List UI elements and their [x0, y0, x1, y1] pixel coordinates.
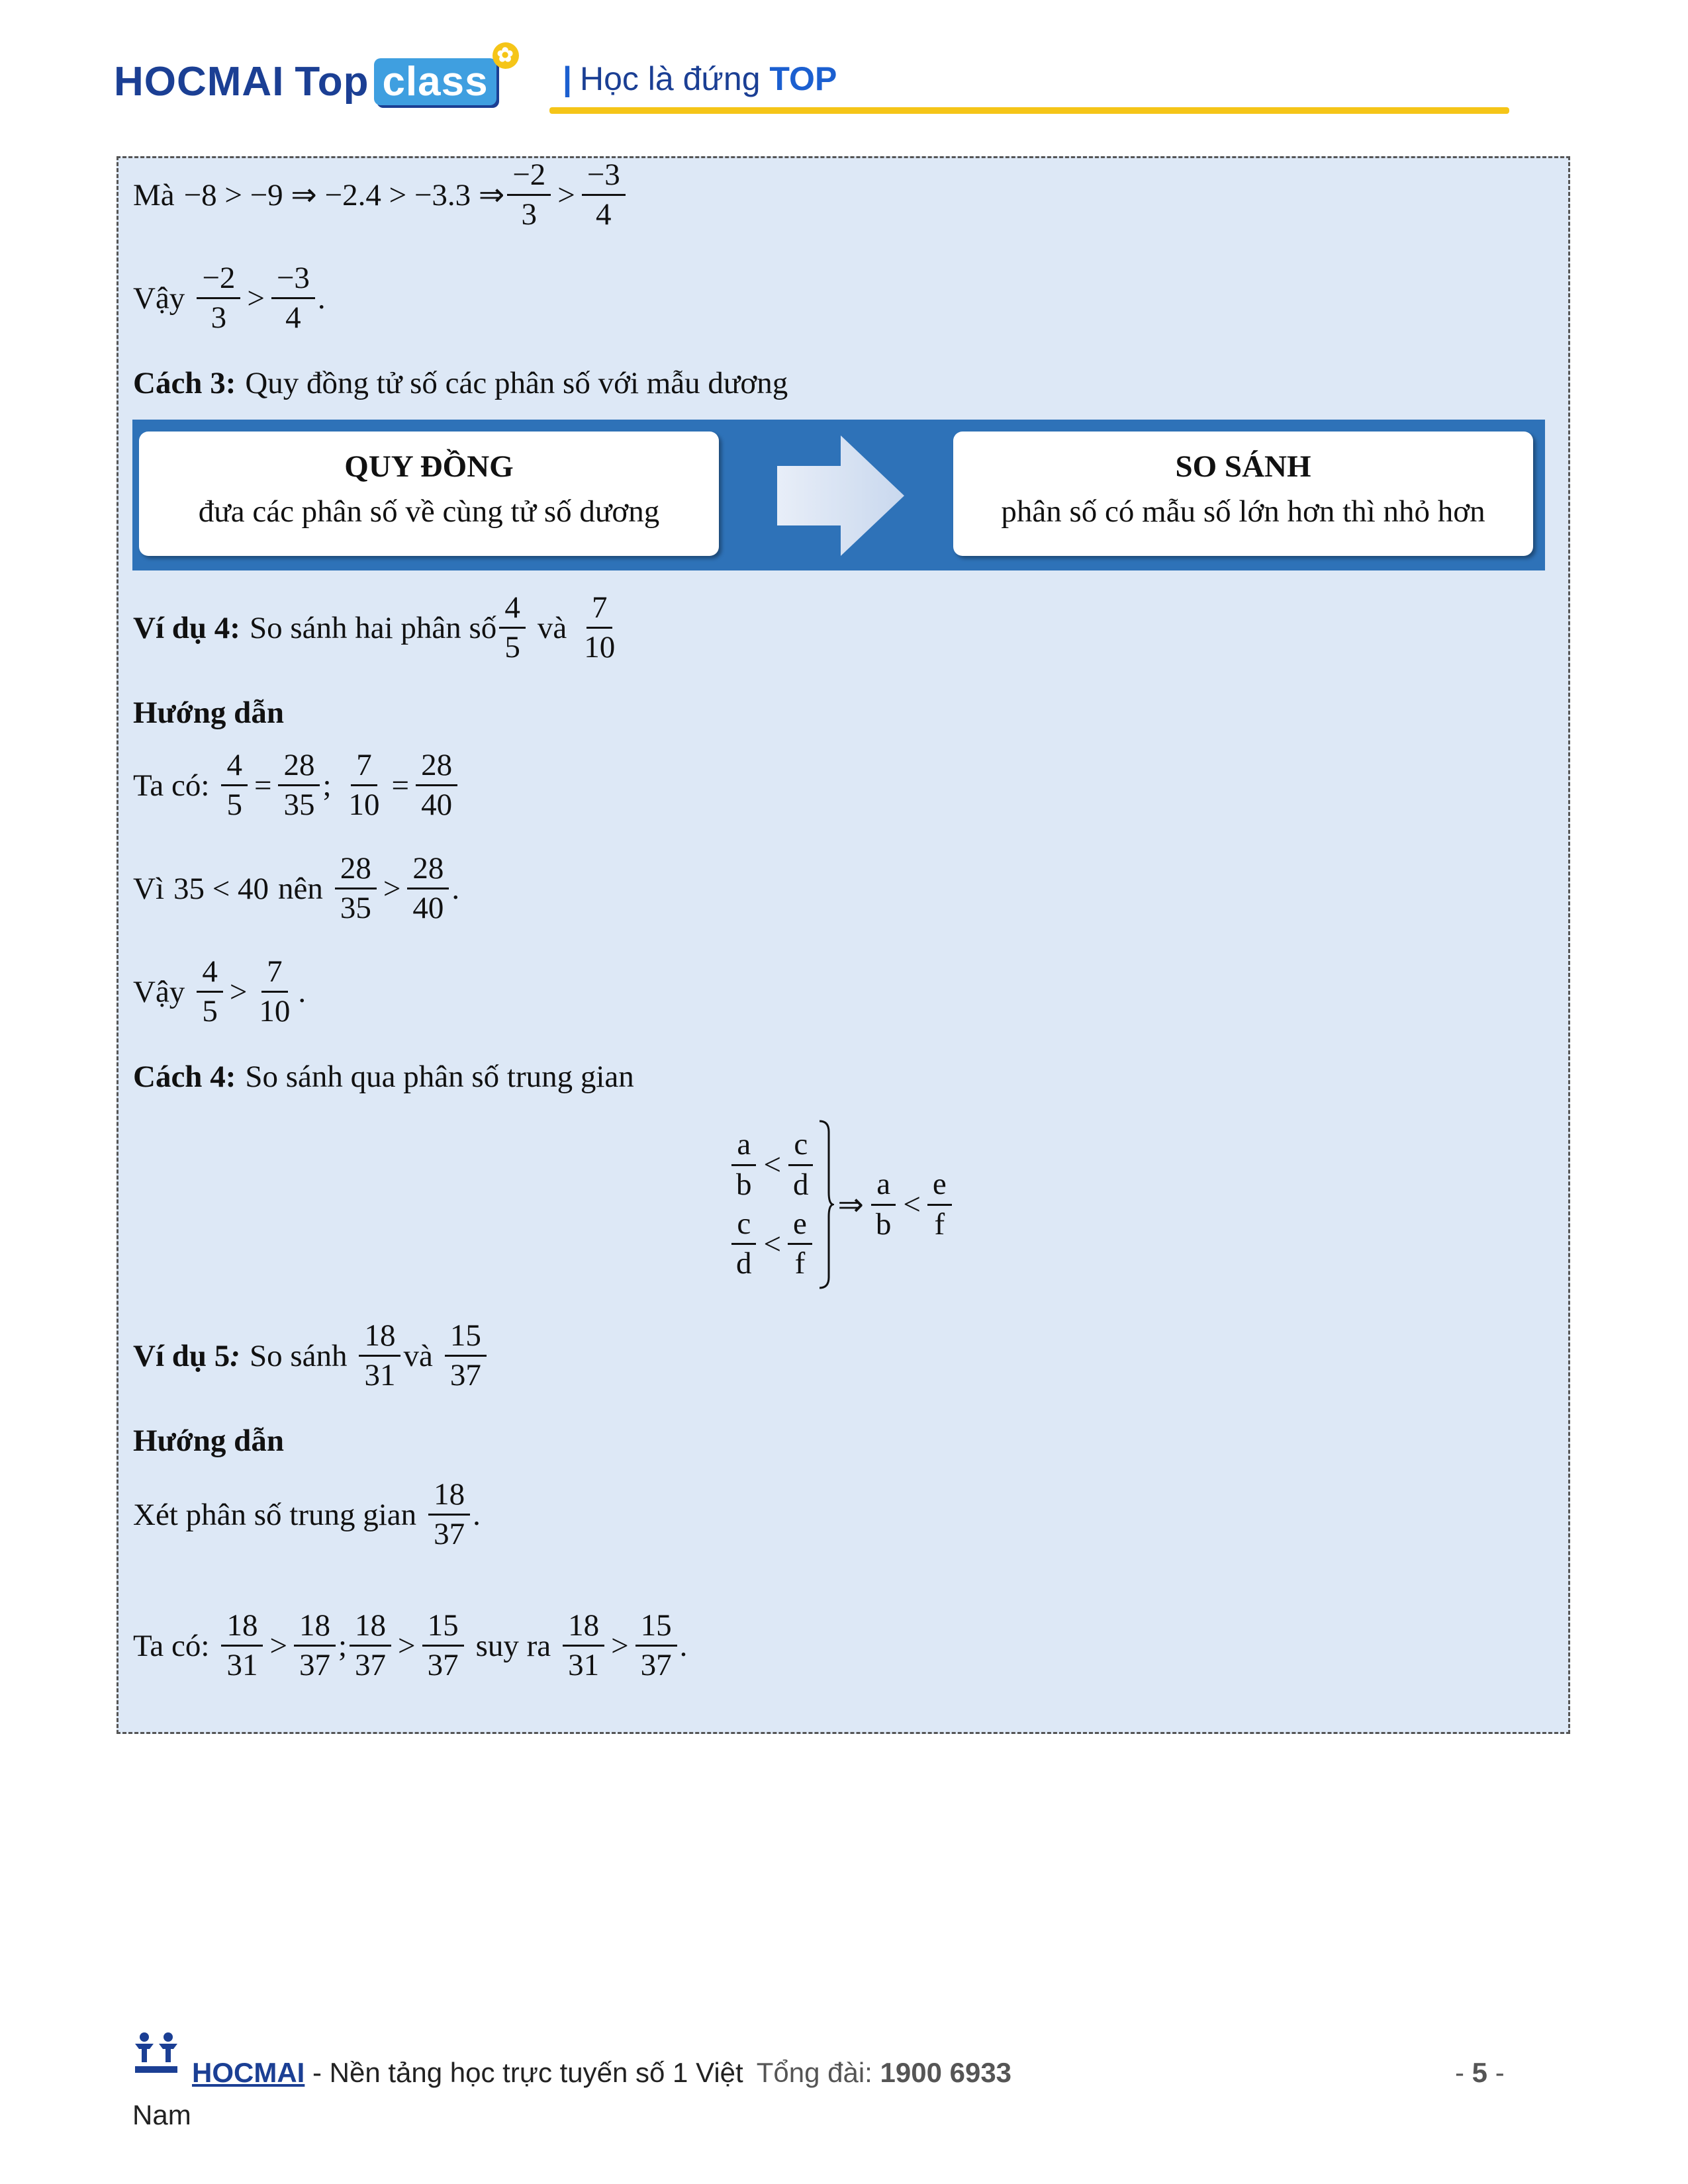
word-ta-co: Ta có: — [133, 768, 210, 803]
hocmai-topclass-logo — [114, 44, 514, 105]
fraction: $\frac{18}{37}$ — [428, 1479, 470, 1551]
example-5-text: So sánh — [249, 1338, 348, 1373]
cach-4-label: Cách 4: — [133, 1060, 236, 1094]
example-4-label: Ví dụ 4: — [133, 610, 240, 645]
fraction: $\frac{7}{10}$ — [348, 748, 380, 823]
line-ta-co-4: Ta có: $\frac{4}{5}$ = $\frac{28}{35}$ ; $\frac{7}{10}$ = $\frac{28}{40}$ — [133, 749, 460, 822]
word-va: và — [537, 610, 567, 645]
word-vay: Vậy — [133, 974, 185, 1009]
flow-card-quy-dong — [139, 432, 719, 556]
example-5-label: Ví dụ 5 — [133, 1338, 230, 1373]
slogan-top: TOP — [769, 60, 837, 97]
slogan-bar-icon: | — [563, 60, 572, 97]
line-xet: Xét phân số trung gian $\frac{18}{37}$ . — [133, 1477, 481, 1552]
star-icon: ✿ — [492, 42, 519, 69]
slogan-prefix: Học là đứng — [580, 60, 761, 97]
flow-card-so-sanh — [953, 432, 1533, 556]
fraction: $\frac{7}{10}$ — [259, 954, 291, 1029]
logo-class-text: class — [382, 59, 489, 105]
fraction: $\frac{18}{31}$ — [563, 1610, 604, 1682]
fraction: $\frac{15}{37}$ — [635, 1610, 677, 1682]
fraction: $\frac{4}{5}$ — [197, 956, 223, 1028]
word-vi: Vì — [133, 871, 164, 906]
fraction: $\frac{-3}{4}$ — [271, 262, 315, 335]
heading-cach-4 — [133, 1059, 634, 1095]
fraction: $\frac{15}{37}$ — [422, 1610, 464, 1682]
fraction: $\frac{4}{5}$ — [499, 592, 526, 664]
cach-3-label: Cách 3: — [133, 366, 236, 400]
fraction: $\frac{28}{40}$ — [407, 852, 449, 925]
fraction: $\frac{c}{d}$ — [731, 1208, 757, 1281]
fraction: $\frac{28}{35}$ — [335, 852, 377, 925]
line-vi: Vì 35 < 40 nên $\frac{28}{35}$ > $\frac{28}{40}$ . — [133, 851, 460, 926]
logo-hocmai-text: HOCMAI — [114, 59, 285, 105]
fraction: $\frac{-2}{3}$ — [197, 262, 240, 335]
example-4-text: So sánh hai phân số — [249, 610, 497, 645]
footer-brand-link[interactable]: HOCMAI — [192, 2057, 305, 2088]
hotline-number: 1900 6933 — [880, 2057, 1012, 2088]
header-underline — [549, 107, 1509, 114]
heading-huong-dan-4: Hướng dẫn — [133, 696, 284, 730]
implies-symbol: ⇒ — [837, 1187, 864, 1222]
example-4 — [133, 592, 623, 664]
fraction: $\frac{-2}{3}$ — [507, 159, 551, 232]
flow-left-subtitle: đưa các phân số về cùng tử số dương — [198, 494, 660, 529]
flow-left-title: QUY ĐỒNG — [344, 449, 514, 484]
operator: > — [247, 281, 265, 316]
hocmai-footer-logo-icon — [131, 2029, 181, 2075]
flow-right-title: SO SÁNH — [1175, 449, 1311, 484]
page-number: - 5 - — [1455, 2057, 1505, 2088]
line-vay-2: Vậy $\frac{4}{5}$ > $\frac{7}{10}$ . — [133, 954, 306, 1029]
fraction: $\frac{a}{b}$ — [870, 1168, 897, 1241]
condition: 35 < 40 — [173, 871, 269, 906]
example-5: Ví dụ 5 : So sánh $\frac{18}{31}$ và $\frac{15}{37}$ — [133, 1320, 489, 1392]
fraction: $\frac{18}{37}$ — [294, 1610, 336, 1682]
quy-dong-flow-diagram — [132, 420, 1545, 570]
word-ma: Mà — [133, 177, 175, 212]
fraction: $\frac{18}{31}$ — [359, 1320, 400, 1392]
line-ma — [133, 159, 628, 232]
fraction: $\frac{18}{31}$ — [221, 1610, 263, 1682]
heading-huong-dan-5: Hướng dẫn — [133, 1424, 284, 1458]
right-brace-icon — [817, 1118, 834, 1291]
line-vay-1: Vậy $\frac{-2}{3}$ > $\frac{-3}{4}$ . — [133, 261, 326, 336]
word-suy-ra: suy ra — [475, 1628, 551, 1663]
footer-hotline: Tổng đài: 1900 6933 — [756, 2057, 1012, 2088]
fraction: $\frac{e}{f}$ — [788, 1208, 812, 1281]
logo-class-badge — [374, 44, 514, 105]
word-ta-co: Ta có: — [133, 1628, 210, 1663]
xet-text: Xét phân số trung gian — [133, 1497, 417, 1532]
fraction: $\frac{4}{5}$ — [221, 749, 248, 822]
line-ta-co-5: Ta có: $\frac{18}{31}$ > $\frac{18}{37}$ ; $\frac{18}{37}$ > $\frac{15}{37}$ suy ra $\frac{18}{31}$ > $\frac{15}{37}$ . — [133, 1608, 688, 1683]
footer-text — [192, 2057, 1011, 2089]
system-row-2: $\frac{c}{d}$ < $\frac{e}{f}$ — [728, 1208, 817, 1281]
flow-right-subtitle: phân số có mẫu số lớn hơn thì nhỏ hơn — [1001, 494, 1485, 529]
heading-cach-3 — [133, 365, 788, 401]
operator: > — [557, 177, 575, 212]
fraction: $\frac{e}{f}$ — [927, 1168, 952, 1241]
fraction: $\frac{28}{40}$ — [416, 749, 457, 822]
logo-top-text: Top — [295, 59, 369, 105]
word-va: và — [403, 1338, 433, 1373]
cach-3-text: Quy đồng tử số các phân số với mẫu dương — [245, 366, 788, 400]
word-vay: Vậy — [133, 281, 185, 316]
transitive-system: $\frac{a}{b}$ < $\frac{c}{d}$ $\frac{c}{d}$ < $\frac{e}{f}$ ⇒ $\frac{a}{b}$ < $\frac{e}{f}$ — [728, 1118, 955, 1291]
inequality-chain: −8 > −9 ⇒ −2.4 > −3.3 ⇒ — [183, 178, 505, 213]
fraction: $\frac{a}{b}$ — [731, 1128, 757, 1201]
fraction: $\frac{-3}{4}$ — [582, 159, 626, 232]
cach-4-text: So sánh qua phân số trung gian — [245, 1060, 634, 1094]
right-arrow-icon — [774, 433, 907, 559]
fraction: $\frac{18}{37}$ — [350, 1610, 391, 1682]
fraction: $\frac{7}{10}$ — [584, 590, 616, 665]
footer-tagline-line2: Nam — [132, 2099, 191, 2130]
fraction: $\frac{28}{35}$ — [278, 749, 320, 822]
fraction: $\frac{15}{37}$ — [445, 1320, 487, 1392]
fraction: $\frac{c}{d}$ — [788, 1128, 814, 1201]
header-slogan — [563, 60, 837, 98]
word-nen: nên — [278, 871, 323, 906]
system-row-1: $\frac{a}{b}$ < $\frac{c}{d}$ — [728, 1128, 817, 1201]
footer-tagline: - Nền tảng học trực tuyến số 1 Việt — [305, 2057, 743, 2088]
